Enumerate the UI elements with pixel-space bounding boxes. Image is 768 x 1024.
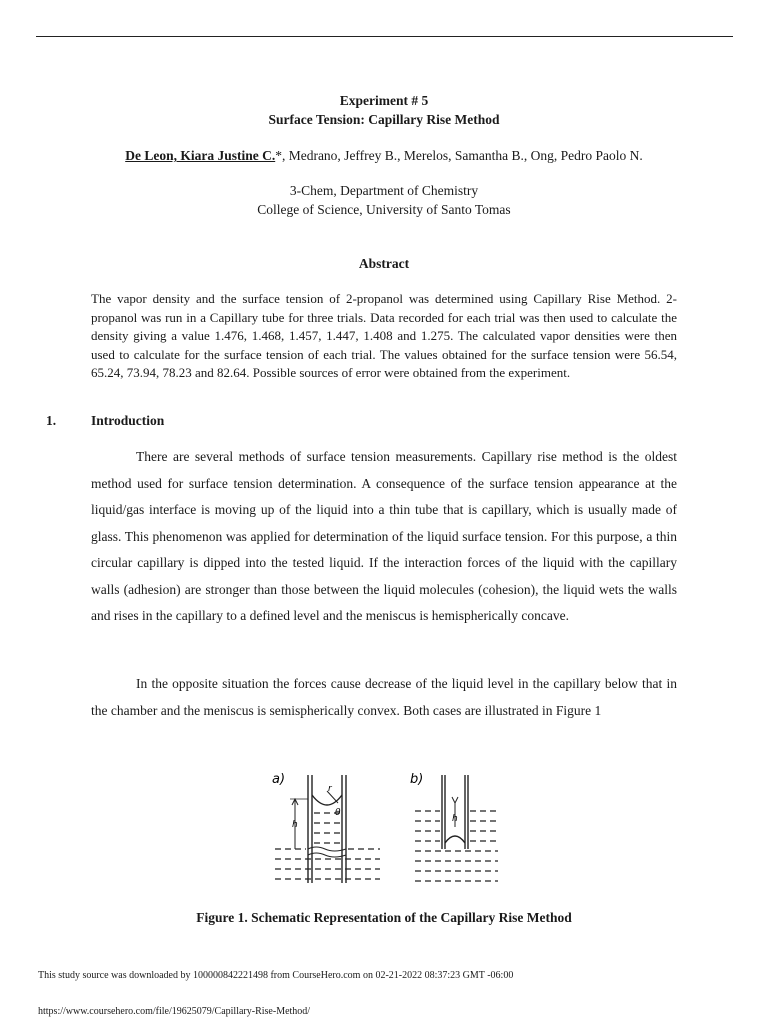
source-url[interactable]: https://www.coursehero.com/file/19625079/Capillary-Rise-Method/ bbox=[38, 1006, 311, 1017]
figure-caption: Figure 1. Schematic Representation of the Capillary Rise Method bbox=[196, 910, 572, 925]
affiliation-department: 3-Chem, Department of Chemistry bbox=[289, 183, 479, 198]
affiliation-college: College of Science, University of Santo Tomas bbox=[257, 202, 511, 217]
intro-paragraph-2: In the opposite situation the forces cause decrease of the liquid level in the capillary below that in the chamber and the meniscus is semispherically convex. Both cases are illustrated in Figure 1 bbox=[91, 676, 677, 718]
figure-label-h-b: h bbox=[452, 814, 458, 824]
figure-label-a: a) bbox=[272, 772, 286, 787]
abstract-heading: Abstract bbox=[358, 256, 410, 271]
capillary-figure bbox=[270, 765, 505, 885]
experiment-number: Experiment # 5 bbox=[339, 93, 429, 108]
section-number: 1. bbox=[46, 413, 57, 428]
figure-label-theta: θ bbox=[335, 808, 341, 818]
figure-label-h-a: h bbox=[292, 820, 298, 830]
panel-a-diagram bbox=[290, 775, 346, 883]
intro-paragraph-1: There are several methods of surface tension measurements. Capillary rise method is the oldest method used for surface tension determination. A consequence of the surface tension appearance at the liquid/gas interface is moving up of the liquid into a thin tube that is capillary, which is usually made of glass. This phenomenon was applied for determination of the liquid surface tension. For this purpose, a thin circular capillary is dipped into the tested liquid. If the interaction forces of the liquid with the capillary walls (adhesion) are stronger than those between the liquid molecules (cohesion), the liquid wets the walls and rises in the capillary to a defined level and the meniscus is hemispherically concave. bbox=[91, 449, 677, 623]
other-authors: *, Medrano, Jeffrey B., Merelos, Samantha B., Ong, Pedro Paolo N. bbox=[275, 148, 643, 163]
abstract-text: The vapor density and the surface tension of 2-propanol was determined using Capillary Rise Method. 2-propanol was run in a Capillary tube for three trials. Data recorded for each trial was then used to calculate the density giving a value 1.476, 1.468, 1.457, 1.447, 1.408 and 1.275. The calculated vapor densities were then used to calculate for the surface tension of each trial. The values obtained for the surface tension were 56.54, 65.24, 73.94, 78.23 and 82.64. Possible sources of error were obtained from the experiment. bbox=[91, 291, 677, 381]
figure-label-b: b) bbox=[410, 772, 424, 787]
panel-b-diagram bbox=[442, 775, 468, 849]
top-rule bbox=[36, 36, 733, 37]
download-notice: This study source was downloaded by 100000842221498 from CourseHero.com on 02-21-2022 08:37:23 GMT -06:00 bbox=[38, 970, 514, 981]
paper-title: Surface Tension: Capillary Rise Method bbox=[268, 112, 500, 127]
figure-label-r: r bbox=[328, 784, 332, 794]
lead-author: De Leon, Kiara Justine C. bbox=[125, 148, 276, 163]
section-heading: Introduction bbox=[91, 413, 165, 428]
authors bbox=[0, 148, 768, 164]
panel-a-liquid-dashes bbox=[275, 813, 380, 879]
